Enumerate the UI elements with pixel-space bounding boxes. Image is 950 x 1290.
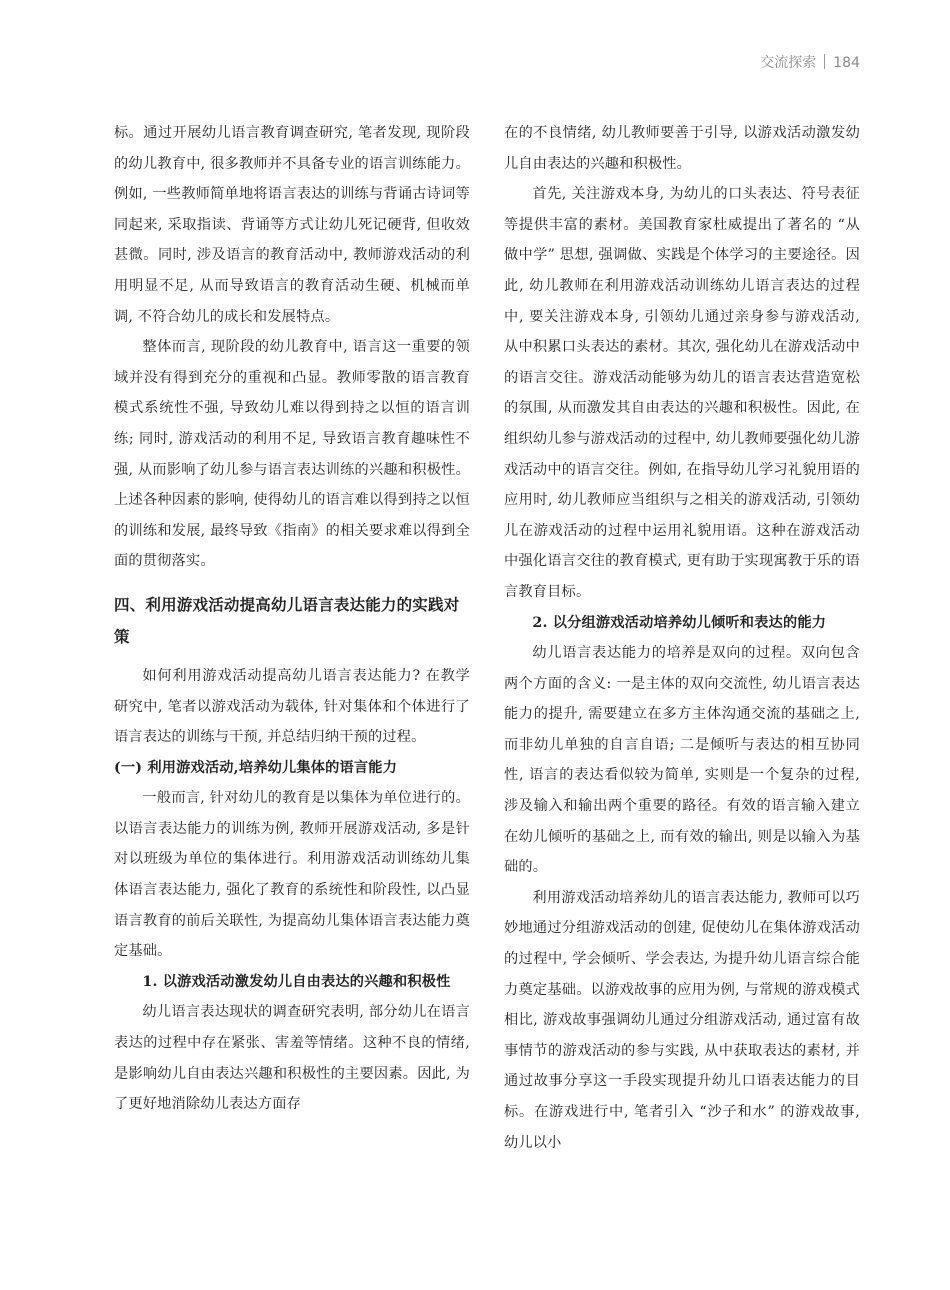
subsubsection-heading: 2. 以分组游戏活动培养幼儿倾听和表达的能力 [532, 614, 827, 631]
section-heading: 四、利用游戏活动提高幼儿语言表达能力的实践对策 [114, 594, 460, 646]
paragraph: 在的不良情绪, 幼儿教师要善于引导, 以游戏活动激发幼儿自由表达的兴趣和积极性。 [504, 125, 860, 172]
subsection-heading: (一) 利用游戏活动,培养幼儿集体的语言能力 [114, 759, 398, 776]
left-column [114, 118, 470, 1120]
paragraph: 幼儿语言表达现状的调查研究表明, 部分幼儿在语言表达的过程中存在紧张、害羞等情绪。这种不良的情绪, 是影响幼儿自由表达兴趣和积极性的主要因素。因此, 为了更好地消除幼儿表达方面存 [114, 1004, 470, 1113]
right-column [504, 118, 860, 1158]
paragraph: 首先, 关注游戏本身, 为幼儿的口头表达、符号表征等提供丰富的素材。美国教育家杜威提出了著名的 “从做中学” 思想, 强调做、实践是个体学习的主要途径。因此, 幼儿教师在利用游戏活动训练幼儿语言表达的过程中, 要关注游戏本身, 引领幼儿通过亲身参与游戏活动, 从中积累口头表达的素材。其次, 强化幼儿在游戏活动中的语言交往。游戏活动能够为幼儿的语言表达营造宽松的氛围, 从而激发其自由表达的兴趣和积极性。因此, 在组织幼儿参与游戏活动的过程中, 幼儿教师要强化幼儿游戏活动中的语言交往。例如, 在指导幼儿学习礼貌用语的应用时, 幼儿教师应当组织与之相关的游戏活动, 引领幼儿在游戏活动的过程中运用礼貌用语。这种在游戏活动中强化语言交往的教育模式, 更有助于实现寓教于乐的语言教育目标。 [504, 186, 860, 600]
section-name: 交流探索 [760, 55, 817, 71]
page-number: 184 [833, 55, 860, 71]
paragraph: 整体而言, 现阶段的幼儿教育中, 语言这一重要的领域并没有得到充分的重视和凸显。教师零散的语言教育模式系统性不强, 导致幼儿难以得到持之以恒的语言训练; 同时, 游戏活动的利用不足, 导致语言教育趣味性不强, 从而影响了幼儿参与语言表达训练的兴趣和积极性。上述各种因素的影响, 使得幼儿的语言难以得到持之以恒的训练和发展, 最终导致《指南》的相关要求难以得到全面的贯彻落实。 [114, 339, 470, 570]
running-header [760, 52, 860, 72]
paragraph: 如何利用游戏活动提高幼儿语言表达能力? 在教学研究中, 笔者以游戏活动为载体, 针对集体和个体进行了语言表达的训练与干预, 并总结归纳干预的过程。 [114, 667, 470, 746]
paragraph: 一般而言, 针对幼儿的教育是以集体为单位进行的。以语言表达能力的训练为例, 教师开展游戏活动, 多是针对以班级为单位的集体进行。利用游戏活动训练幼儿集体语言表达能力, 强化了教育的系统性和阶段性, 以凸显语言教育的前后关联性, 为提高幼儿集体语言表达能力奠定基础。 [114, 790, 470, 960]
paragraph: 利用游戏活动培养幼儿的语言表达能力, 教师可以巧妙地通过分组游戏活动的创建, 促使幼儿在集体游戏活动的过程中, 学会倾听、学会表达, 为提升幼儿语言综合能力奠定基础。以游戏故事的应用为例, 与常规的游戏模式相比, 游戏故事强调幼儿通过分组游戏活动, 通过富有故事情节的游戏活动的参与实践, 从中获取表达的素材, 并通过故事分享这一手段实现提升幼儿口语表达能力的目标。在游戏进行中, 笔者引入 “沙子和水” 的游戏故事, 幼儿以小 [504, 889, 860, 1151]
paragraph: 标。通过开展幼儿语言教育调查研究, 笔者发现, 现阶段的幼儿教育中, 很多教师并不具备专业的语言训练能力。例如, 一些教师简单地将语言表达的训练与背诵古诗词等同起来, 采取指读、背诵等方式让幼儿死记硬背, 但收效甚微。同时, 涉及语言的教育活动中, 教师游戏活动的利用明显不足, 从而导致语言的教育活动生硬、机械而单调, 不符合幼儿的成长和发展特点。 [114, 125, 470, 325]
paragraph: 幼儿语言表达能力的培养是双向的过程。双向包含两个方面的含义: 一是主体的双向交流性, 幼儿语言表达能力的提升, 需要建立在多方主体沟通交流的基础之上, 而非幼儿单独的自言自语; 二是倾听与表达的相互协同性, 语言的表达看似较为简单, 实则是一个复杂的过程, 涉及输入和输出两个重要的路径。有效的语言输入建立在幼儿倾听的基础之上, 而有效的输出, 则是以输入为基础的。 [504, 645, 860, 876]
header-divider [824, 54, 825, 69]
subsubsection-heading: 1. 以游戏活动激发幼儿自由表达的兴趣和积极性 [142, 973, 451, 990]
